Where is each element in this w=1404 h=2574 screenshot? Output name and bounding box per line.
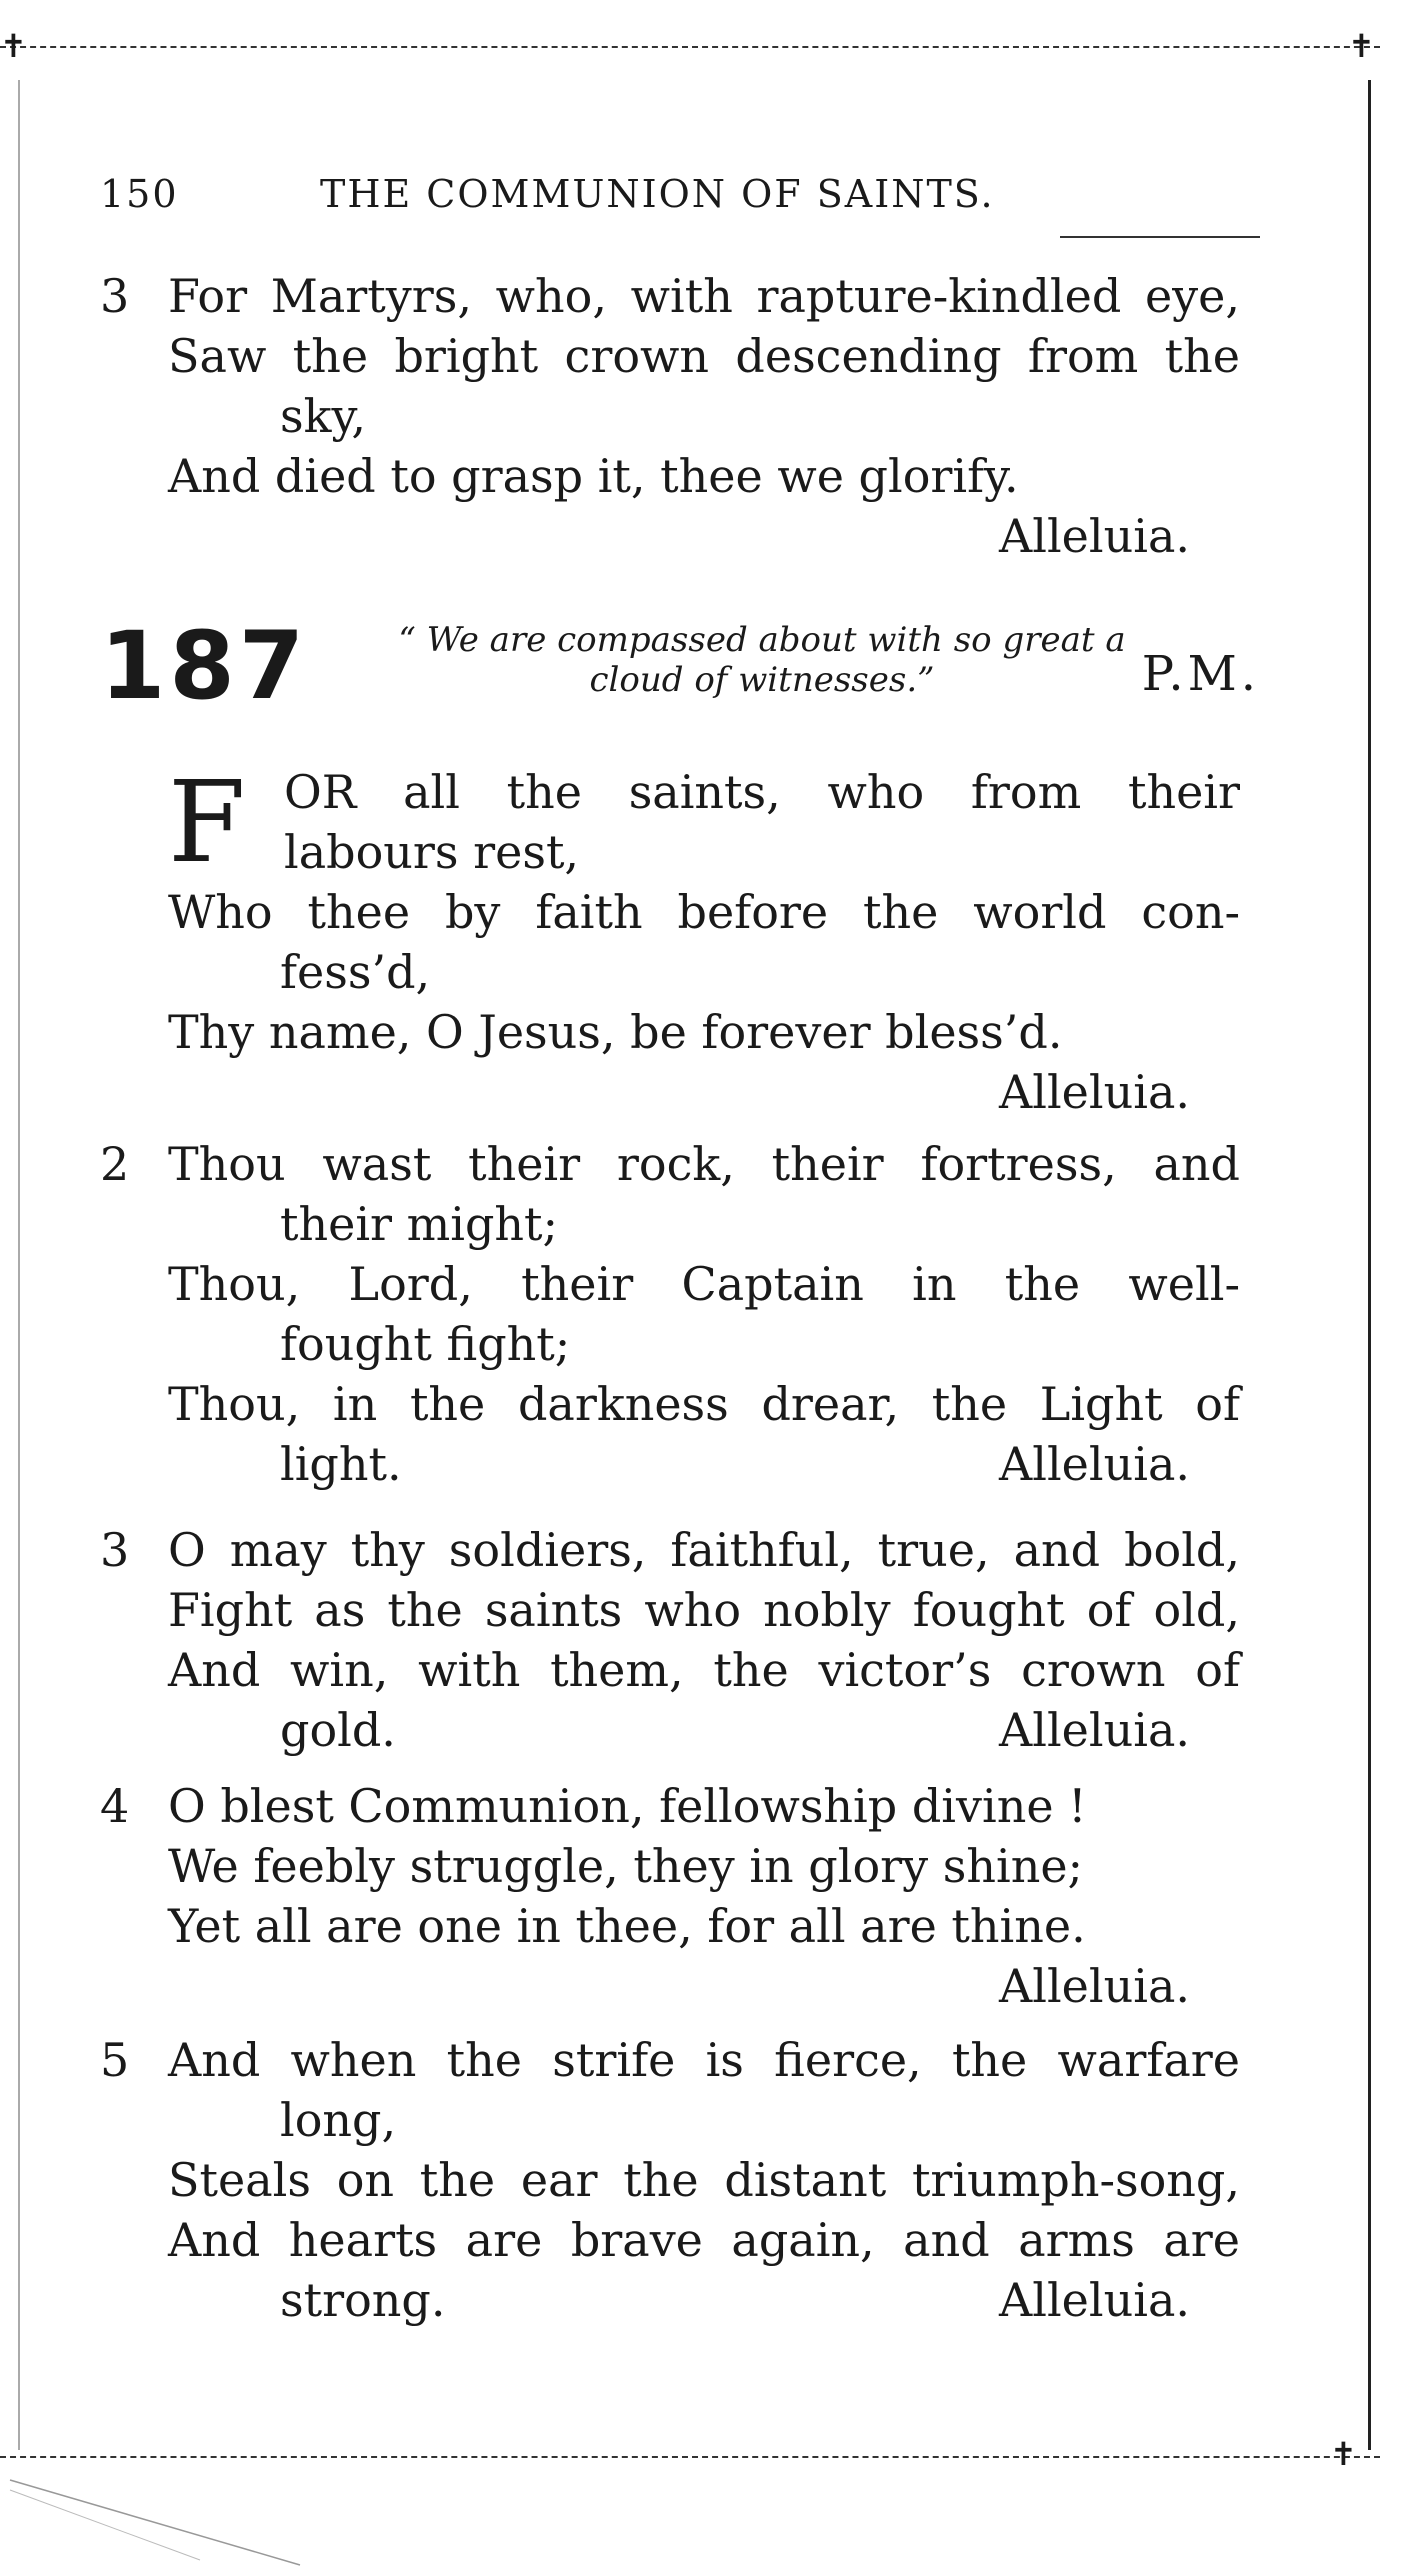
verse-text: gold. <box>280 1703 396 1757</box>
verse-line <box>100 1374 1280 1434</box>
verse-line <box>100 1434 1280 1494</box>
verse-text: Saw the bright crown descending from the <box>168 329 1240 383</box>
refrain: Alleluia. <box>999 1065 1190 1119</box>
verse-line <box>100 1520 1280 1580</box>
verse-line <box>100 822 1280 882</box>
verse-1 <box>100 758 1280 1122</box>
running-title: THE COMMUNION OF SAINTS. <box>320 172 995 216</box>
verse-number: 5 <box>100 2033 130 2087</box>
verse-text: Who thee by faith before the world con- <box>168 885 1240 939</box>
prev-hymn-verse <box>100 266 1280 566</box>
verse-text: light. <box>280 1437 402 1491</box>
verse-text: And hearts are brave again, and arms are <box>168 2213 1240 2267</box>
verse-text: O blest Communion, fellowship divine ! <box>168 1779 1087 1833</box>
verse-4 <box>100 1776 1280 2016</box>
refrain-line <box>100 506 1280 566</box>
verse-line <box>100 2210 1280 2270</box>
top-border-rule <box>0 46 1380 48</box>
verse-text: labours rest, <box>284 825 580 879</box>
verse-text: long, <box>280 2093 397 2147</box>
verse-line <box>100 1836 1280 1896</box>
verse-line <box>100 942 1280 1002</box>
verse-line <box>100 446 1280 506</box>
drop-cap: F <box>168 758 246 888</box>
hymn-number: 187 <box>100 612 309 721</box>
verse-3 <box>100 1520 1280 1760</box>
refrain: Alleluia. <box>999 1959 1190 2013</box>
refrain-line <box>100 1956 1280 2016</box>
verse-line <box>100 1580 1280 1640</box>
verse-line <box>100 266 1280 326</box>
verse-number: 3 <box>100 1523 130 1577</box>
verse-line <box>100 882 1280 942</box>
verse-text: their might; <box>280 1197 559 1251</box>
verse-text: fought fight; <box>280 1317 571 1371</box>
refrain: Alleluia. <box>999 1703 1190 1757</box>
left-margin-shadow <box>18 80 20 2450</box>
refrain-line <box>100 1062 1280 1122</box>
pen-scrawl-mark <box>0 2470 320 2570</box>
hymn-header <box>100 612 1260 721</box>
verse-number: 2 <box>100 1137 130 1191</box>
verse-text: fess’d, <box>280 945 431 999</box>
right-border-rule <box>1368 80 1371 2450</box>
verse-line <box>100 1776 1280 1836</box>
verse-text: OR all the saints, who from their <box>284 765 1240 819</box>
refrain: Alleluia. <box>999 509 1190 563</box>
verse-text: sky, <box>280 389 366 443</box>
verse-line <box>100 2150 1280 2210</box>
epigraph <box>322 620 1202 700</box>
meter-label: P.M. <box>1141 646 1260 702</box>
verse-text: For Martyrs, who, with rapture-kindled eye, <box>168 269 1240 323</box>
epigraph-line: cloud of witnesses.” <box>589 660 935 700</box>
verse-text: Thou wast their rock, their fortress, and <box>168 1137 1240 1191</box>
verse-text: We feebly struggle, they in glory shine; <box>168 1839 1084 1893</box>
verse-line <box>100 1002 1280 1062</box>
verse-text: Thou, Lord, their Captain in the well- <box>168 1257 1240 1311</box>
corner-cross-icon: ✝ <box>1330 2435 1357 2473</box>
verse-line <box>100 762 1280 822</box>
verse-5 <box>100 2030 1280 2330</box>
verse-line <box>100 1700 1280 1760</box>
verse-line <box>100 1314 1280 1374</box>
verse-text: Thou, in the darkness drear, the Light of <box>168 1377 1240 1431</box>
corner-cross-icon: ✝ <box>1348 27 1375 65</box>
verse-line <box>100 1194 1280 1254</box>
verse-line <box>100 326 1280 386</box>
refrain: Alleluia. <box>999 2273 1190 2327</box>
verse-number: 3 <box>100 269 130 323</box>
verse-line <box>100 2090 1280 2150</box>
verse-line <box>100 1896 1280 1956</box>
refrain: Alleluia. <box>999 1437 1190 1491</box>
verse-text: And win, with them, the victor’s crown of <box>168 1643 1240 1697</box>
verse-line <box>100 386 1280 446</box>
verse-line <box>100 1640 1280 1700</box>
verse-line <box>100 2270 1280 2330</box>
verse-line <box>100 2030 1280 2090</box>
verse-text: Thy name, O Jesus, be forever bless’d. <box>168 1005 1063 1059</box>
corner-cross-icon: ✝ <box>0 27 27 65</box>
epigraph-line: “ We are compassed about with so great a <box>398 620 1126 660</box>
verse-2 <box>100 1134 1280 1494</box>
verse-text: Steals on the ear the distant triumph-song, <box>168 2153 1240 2207</box>
header-underline <box>1060 236 1260 238</box>
verse-text: And died to grasp it, thee we glorify. <box>168 449 1019 503</box>
verse-text: O may thy soldiers, faithful, true, and bold, <box>168 1523 1240 1577</box>
verse-number: 4 <box>100 1779 130 1833</box>
verse-text: strong. <box>280 2273 446 2327</box>
verse-line <box>100 1134 1280 1194</box>
verse-line <box>100 1254 1280 1314</box>
verse-text: Fight as the saints who nobly fought of old, <box>168 1583 1240 1637</box>
bottom-border-rule <box>0 2456 1380 2458</box>
page-number: 150 <box>100 172 179 216</box>
verse-text: And when the strife is fierce, the warfare <box>168 2033 1240 2087</box>
verse-text: Yet all are one in thee, for all are thine. <box>168 1899 1086 1953</box>
